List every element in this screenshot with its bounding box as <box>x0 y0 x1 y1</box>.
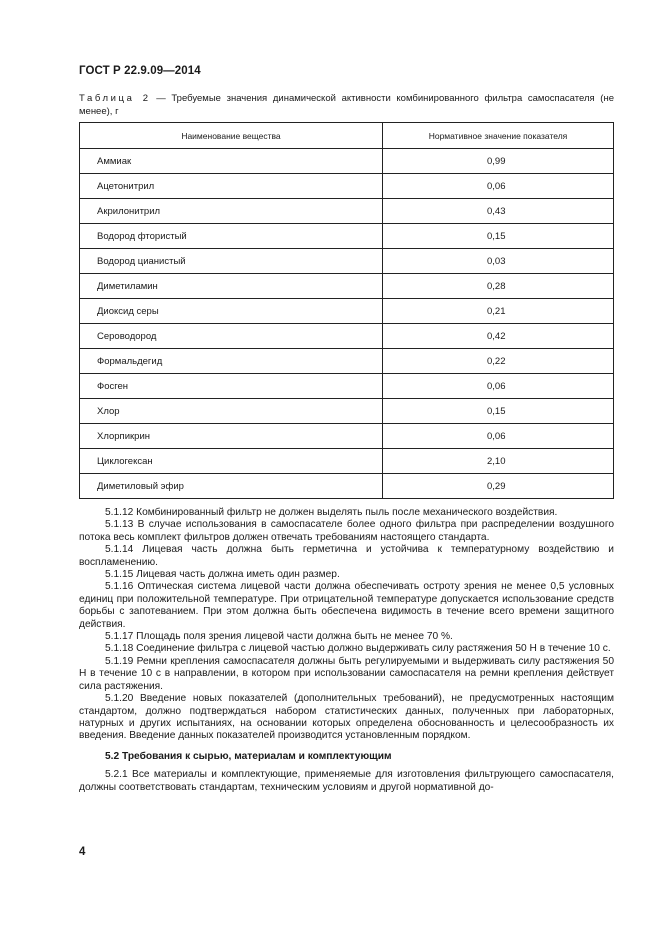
table-row <box>80 299 614 324</box>
substance-name: Формальдегид <box>80 349 383 374</box>
substance-name: Хлорпикрин <box>80 424 383 449</box>
paragraph-5-1-15: 5.1.15 Лицевая часть должна иметь один размер. <box>105 569 340 581</box>
substance-name: Хлор <box>80 399 383 424</box>
table-caption-lead: Таблица 2 <box>79 93 151 104</box>
section-5-2-heading: 5.2 Требования к сырью, материалам и комплектующим <box>105 750 392 762</box>
substance-value: 0,06 <box>383 424 614 449</box>
substance-name: Аммиак <box>80 149 383 174</box>
filter-activity-table <box>79 122 614 499</box>
table-caption-text: — Требуемые значения динамической активности комбинированного фильтра самоспасателя (не менее), г <box>79 93 614 117</box>
table-row <box>80 199 614 224</box>
table-row <box>80 149 614 174</box>
substance-value: 0,28 <box>383 274 614 299</box>
column-header-substance: Наименование вещества <box>80 123 383 149</box>
substance-value: 0,06 <box>383 374 614 399</box>
paragraph-5-1-18: 5.1.18 Соединение фильтра с лицевой частью должно выдерживать силу растяжения 50 Н в течение 10 с. <box>105 643 611 655</box>
substance-name: Фосген <box>80 374 383 399</box>
paragraph-5-1-13: 5.1.13 В случае использования в самоспасателе более одного фильтра при распределении воздушного потока весь комплект фильтров должен отвечать требованиям настоящего стандарта. <box>79 519 614 543</box>
page-number: 4 <box>79 846 86 858</box>
substance-value: 0,06 <box>383 174 614 199</box>
substance-value: 0,21 <box>383 299 614 324</box>
table-row <box>80 274 614 299</box>
table-row <box>80 224 614 249</box>
substance-value: 0,29 <box>383 474 614 499</box>
substance-name: Диоксид серы <box>80 299 383 324</box>
table-row <box>80 249 614 274</box>
table-row <box>80 424 614 449</box>
substance-name: Сероводород <box>80 324 383 349</box>
substance-name: Водород цианистый <box>80 249 383 274</box>
substance-name: Водород фтористый <box>80 224 383 249</box>
substance-name: Акрилонитрил <box>80 199 383 224</box>
body-text <box>79 507 614 794</box>
substance-value: 0,03 <box>383 249 614 274</box>
table-row <box>80 374 614 399</box>
table-row <box>80 449 614 474</box>
substance-value: 0,99 <box>383 149 614 174</box>
column-header-value: Нормативное значение показателя <box>383 123 614 149</box>
paragraph-5-2-1: 5.2.1 Все материалы и комплектующие, применяемые для изготовления фильтрующего самоспасателя, должны соответствовать стандартам, техническим условиям и другой нормативной до- <box>79 769 614 793</box>
table-row <box>80 474 614 499</box>
paragraph-5-1-12: 5.1.12 Комбинированный фильтр не должен выделять пыль после механического воздействия. <box>105 507 558 518</box>
substance-name: Ацетонитрил <box>80 174 383 199</box>
paragraph-5-1-14: 5.1.14 Лицевая часть должна быть герметична и устойчива к температурному воздействию и воспламенению. <box>79 544 614 568</box>
table-row <box>80 349 614 374</box>
substance-name: Диметиламин <box>80 274 383 299</box>
paragraph-5-1-20: 5.1.20 Введение новых показателей (дополнительных требований), не предусмотренных настоящим стандартом, должно подтверждаться набором статистических данных, полученных при лабораторных, натурных и других испытаниях, на основании которых определена обоснованность и целесообразность их введения. Введение данных показателей производится установленным порядком. <box>79 693 614 742</box>
paragraph-5-1-17: 5.1.17 Площадь поля зрения лицевой части должна быть не менее 70 %. <box>105 631 453 643</box>
table-header-row <box>80 123 614 149</box>
substance-value: 0,15 <box>383 399 614 424</box>
standard-code-header: ГОСТ Р 22.9.09—2014 <box>79 65 201 77</box>
substance-name: Диметиловый эфир <box>80 474 383 499</box>
table-caption <box>79 93 614 118</box>
substance-value: 0,15 <box>383 224 614 249</box>
paragraph-5-1-16: 5.1.16 Оптическая система лицевой части должна обеспечивать остроту зрения не менее 0,5 условных единиц при положительной температуре. При отрицательной температуре допускается использование средств борьбы с запотеванием. При этом должна быть обеспечена видимость в течение всего времени защитного действия. <box>79 581 614 630</box>
substance-value: 2,10 <box>383 449 614 474</box>
paragraph-5-1-19: 5.1.19 Ремни крепления самоспасателя должны быть регулируемыми и выдерживать силу растяжения 50 Н в течение 10 с в направлении, в котором при использовании самоспасателя на ремни крепления действует сила растяжения. <box>79 655 614 692</box>
table-row <box>80 174 614 199</box>
substance-value: 0,42 <box>383 324 614 349</box>
table-row <box>80 399 614 424</box>
table-row <box>80 324 614 349</box>
substance-value: 0,22 <box>383 349 614 374</box>
substance-value: 0,43 <box>383 199 614 224</box>
substance-name: Циклогексан <box>80 449 383 474</box>
